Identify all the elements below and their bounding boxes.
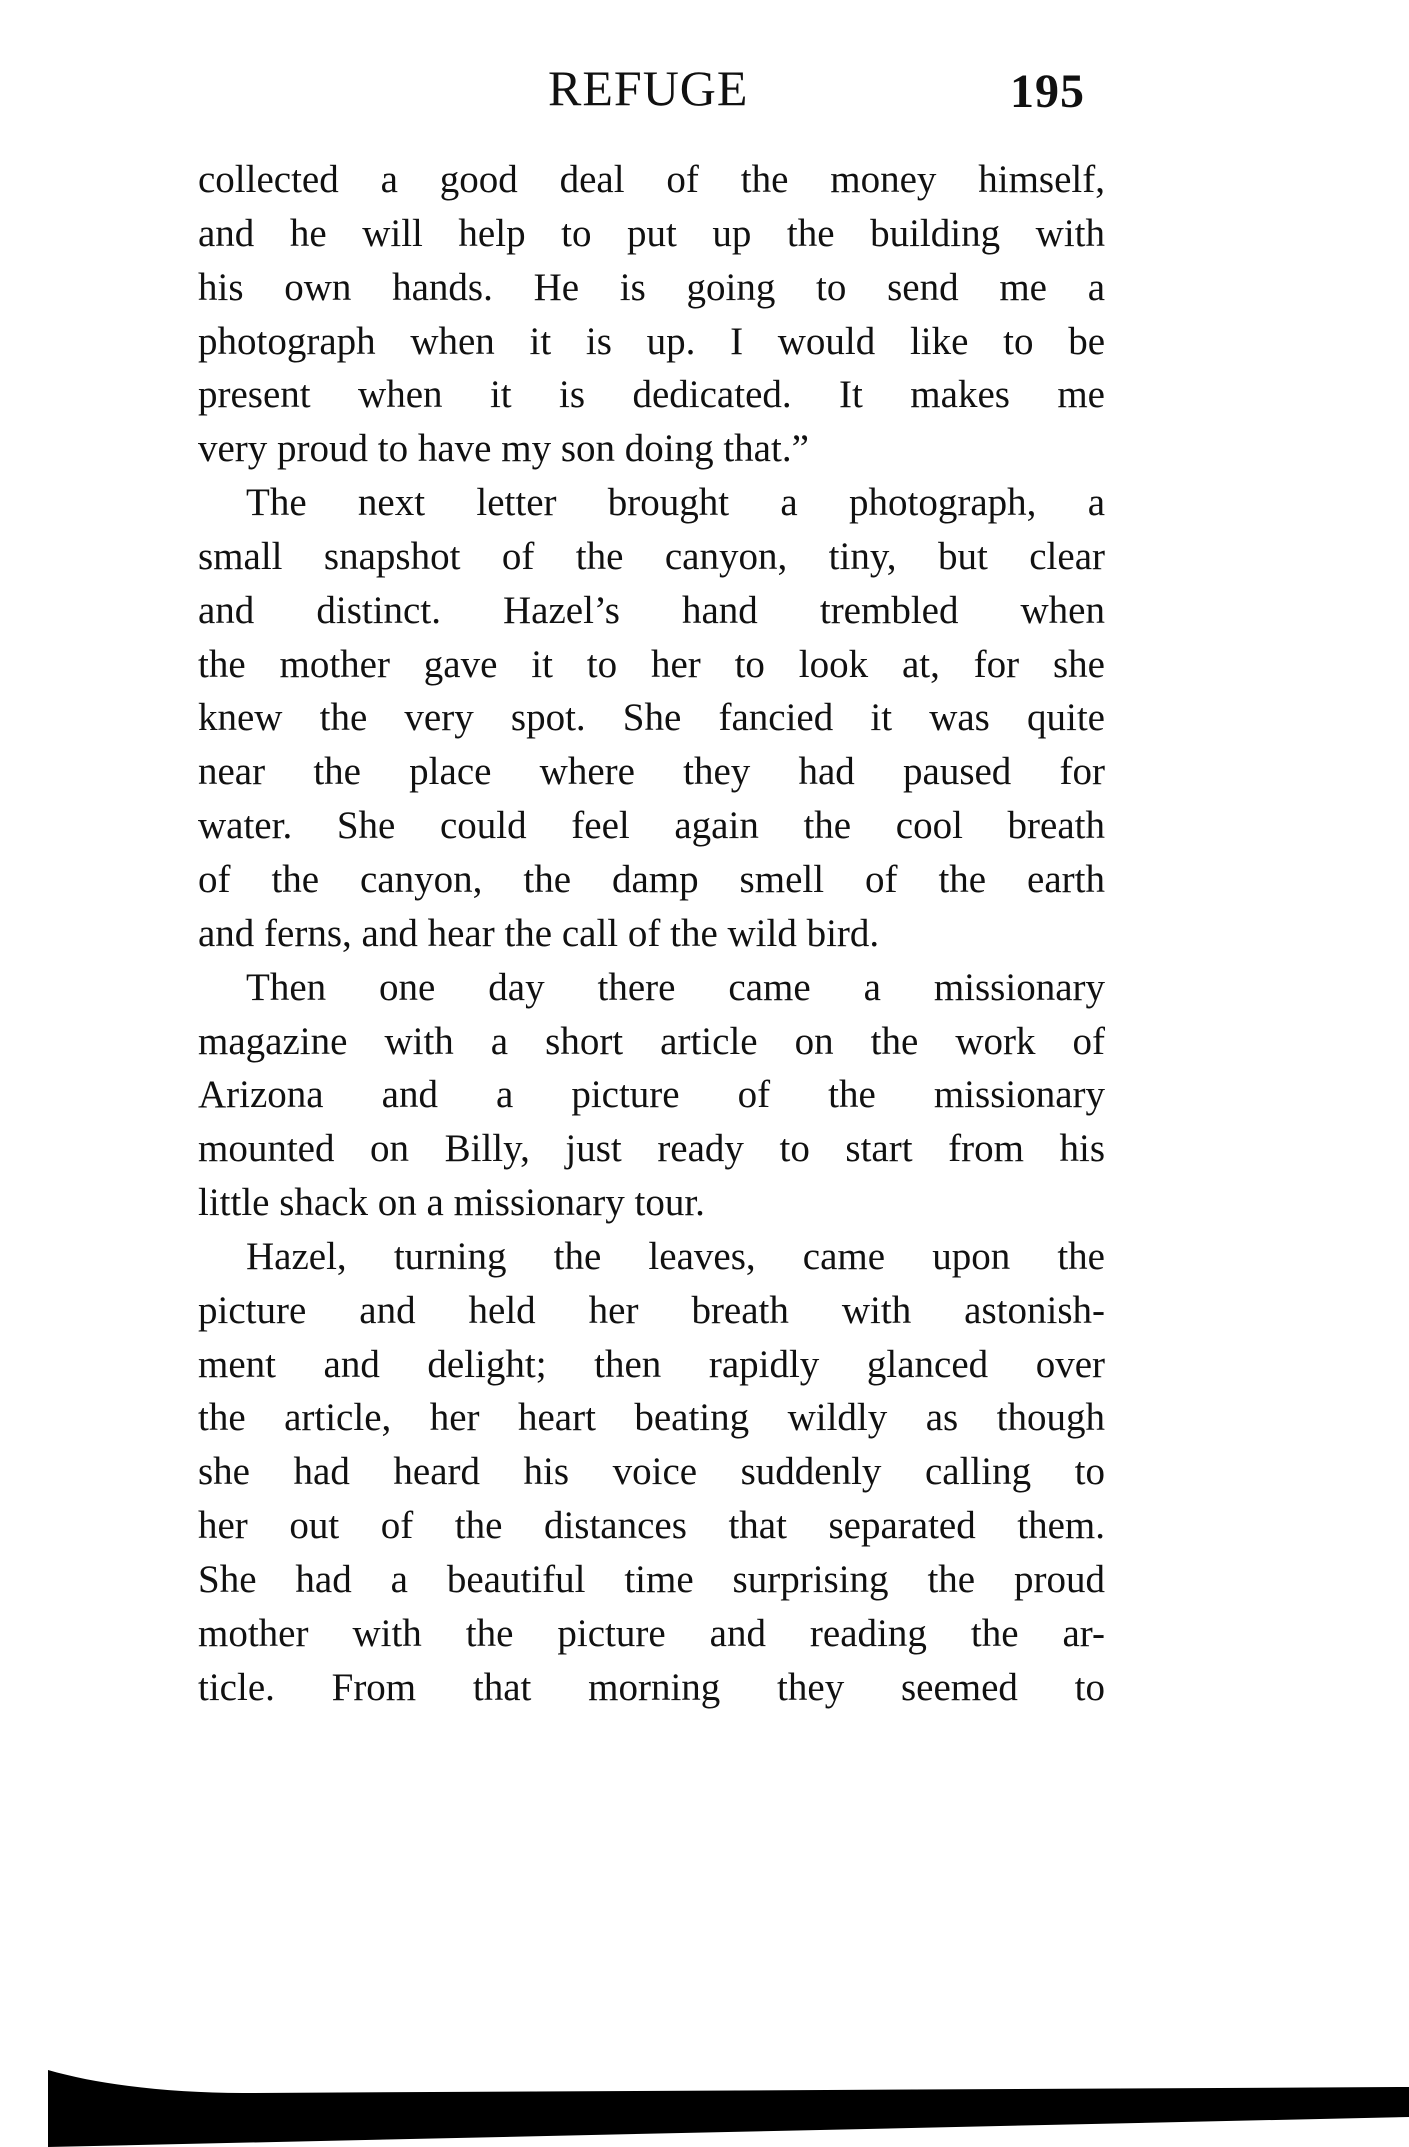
paragraph-first-line: The next letter brought a photograph, a: [246, 481, 1105, 525]
text-line: and he will help to put up the building with: [198, 211, 1105, 255]
text-line: mother with the picture and reading the ar-: [198, 1611, 1105, 1655]
text-line: she had heard his voice suddenly calling to: [198, 1450, 1105, 1494]
paragraph-first-line: Hazel, turning the leaves, came upon the: [246, 1234, 1105, 1278]
text-line: the article, her heart beating wildly as though: [198, 1396, 1105, 1440]
page-number: 195: [1010, 65, 1085, 118]
text-line: small snapshot of the canyon, tiny, but clear: [198, 534, 1105, 578]
text-line: near the place where they had paused for: [198, 750, 1105, 794]
text-line: and ferns, and hear the call of the wild bird.: [198, 911, 880, 955]
text-line: the mother gave it to her to look at, for she: [198, 642, 1105, 686]
text-line: and distinct. Hazel’s hand trembled when: [198, 588, 1105, 632]
black-bar: [48, 2070, 1409, 2147]
text-line: She had a beautiful time surprising the proud: [198, 1557, 1105, 1601]
text-line: little shack on a missionary tour.: [198, 1181, 705, 1225]
text-line: his own hands. He is going to send me a: [198, 265, 1105, 309]
text-line: her out of the distances that separated them.: [198, 1504, 1105, 1548]
text-line: ticle. From that morning they seemed to: [198, 1665, 1105, 1709]
paragraph-first-line: Then one day there came a missionary: [246, 965, 1105, 1009]
text-line: magazine with a short article on the work of: [198, 1019, 1105, 1063]
text-line: knew the very spot. She fancied it was quite: [198, 696, 1105, 740]
chapter-title: REFUGE: [548, 60, 749, 116]
text-line: of the canyon, the damp smell of the earth: [198, 857, 1105, 901]
text-line: water. She could feel again the cool breath: [198, 804, 1105, 848]
text-line: mounted on Billy, just ready to start from his: [198, 1127, 1105, 1171]
text-line: ment and delight; then rapidly glanced over: [198, 1342, 1105, 1386]
text-line: picture and held her breath with astonish-: [198, 1288, 1105, 1332]
text-line: very proud to have my son doing that.”: [198, 427, 809, 471]
paragraph-first-line: collected a good deal of the money himself,: [198, 158, 1105, 201]
text-line: Arizona and a picture of the missionary: [198, 1073, 1105, 1117]
text-line: present when it is dedicated. It makes me: [198, 373, 1105, 417]
text-line: photograph when it is up. I would like to be: [198, 319, 1105, 363]
